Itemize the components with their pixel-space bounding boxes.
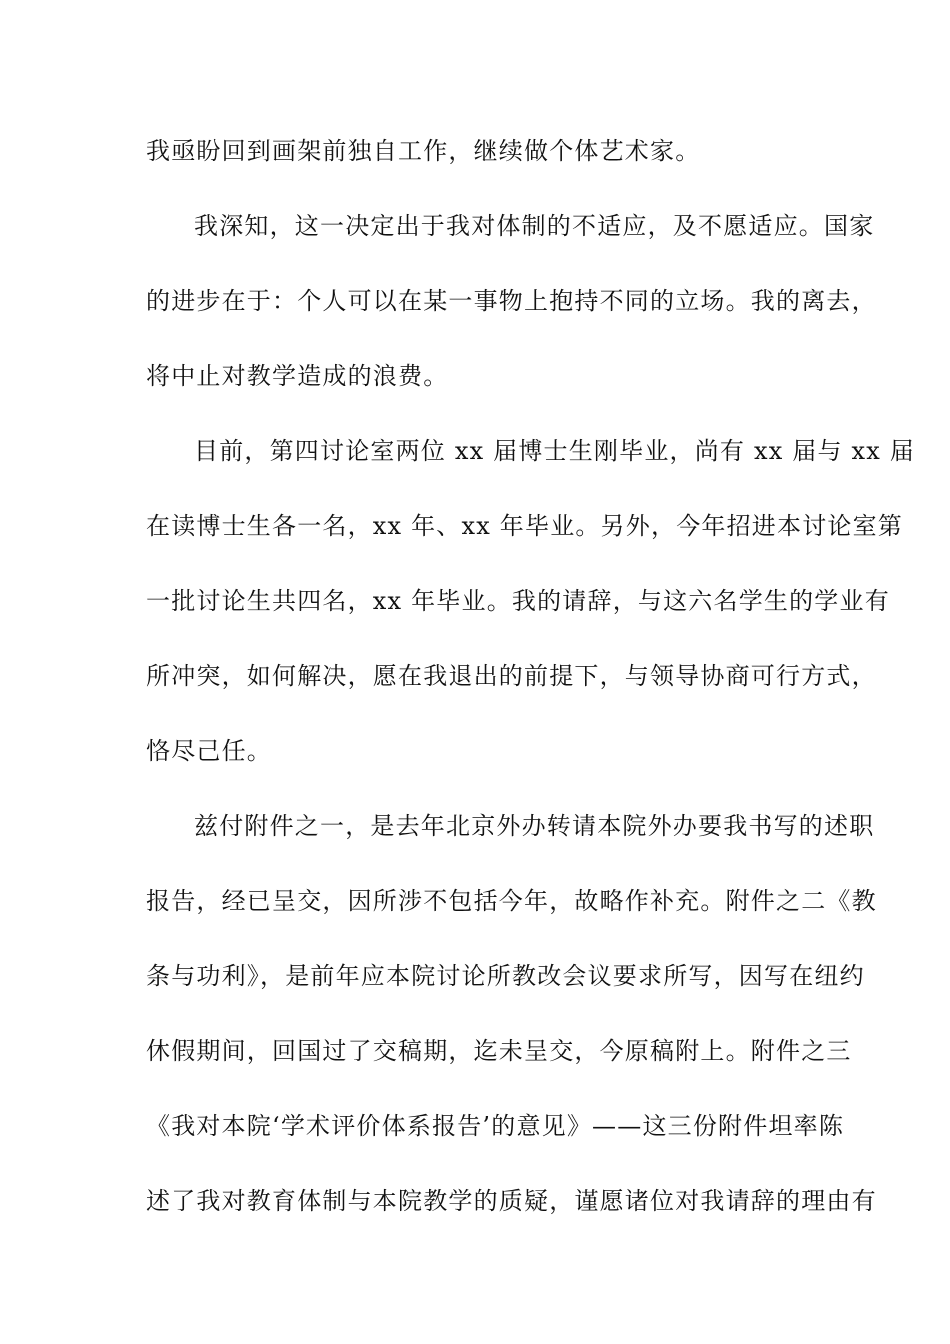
paragraph-4-line-6: 述了我对教育体制与本院教学的质疑，谨愿诸位对我请辞的理由有 — [146, 1187, 877, 1215]
paragraph-3-line-5: 恪尽己任。 — [146, 737, 272, 765]
paragraph-4-line-1: 兹付附件之一，是去年北京外办转请本院外办要我书写的述职 — [194, 812, 875, 840]
paragraph-3-line-2: 在读博士生各一名，xx 年、xx 年毕业。另外，今年招进本讨论室第 — [146, 512, 903, 540]
paragraph-4-line-3: 条与功利》，是前年应本院讨论所教改会议要求所写，因写在纽约 — [146, 962, 865, 990]
paragraph-2-line-2: 的进步在于：个人可以在某一事物上抱持不同的立场。我的离去， — [146, 287, 877, 315]
paragraph-4-line-2: 报告，经已呈交，因所涉不包括今年，故略作补充。附件之二《教 — [146, 887, 877, 915]
paragraph-4-line-4: 休假期间，回国过了交稿期，迄未呈交，今原稿附上。附件之三 — [146, 1037, 852, 1065]
paragraph-4-line-5: 《我对本院‘学术评价体系报告’的意见》——这三份附件坦率陈 — [146, 1112, 845, 1140]
paragraph-2-line-3: 将中止对教学造成的浪费。 — [146, 362, 449, 390]
paragraph-1-line-1: 我亟盼回到画架前独自工作，继续做个体艺术家。 — [146, 137, 701, 165]
paragraph-2-line-1: 我深知，这一决定出于我对体制的不适应，及不愿适应。国家 — [194, 212, 875, 240]
paragraph-3-line-1: 目前，第四讨论室两位 xx 届博士生刚毕业，尚有 xx 届与 xx 届 — [194, 437, 915, 465]
paragraph-3-line-3: 一批讨论生共四名，xx 年毕业。我的请辞，与这六名学生的学业有 — [146, 587, 890, 615]
paragraph-3-line-4: 所冲突，如何解决，愿在我退出的前提下，与领导协商可行方式， — [146, 662, 877, 690]
